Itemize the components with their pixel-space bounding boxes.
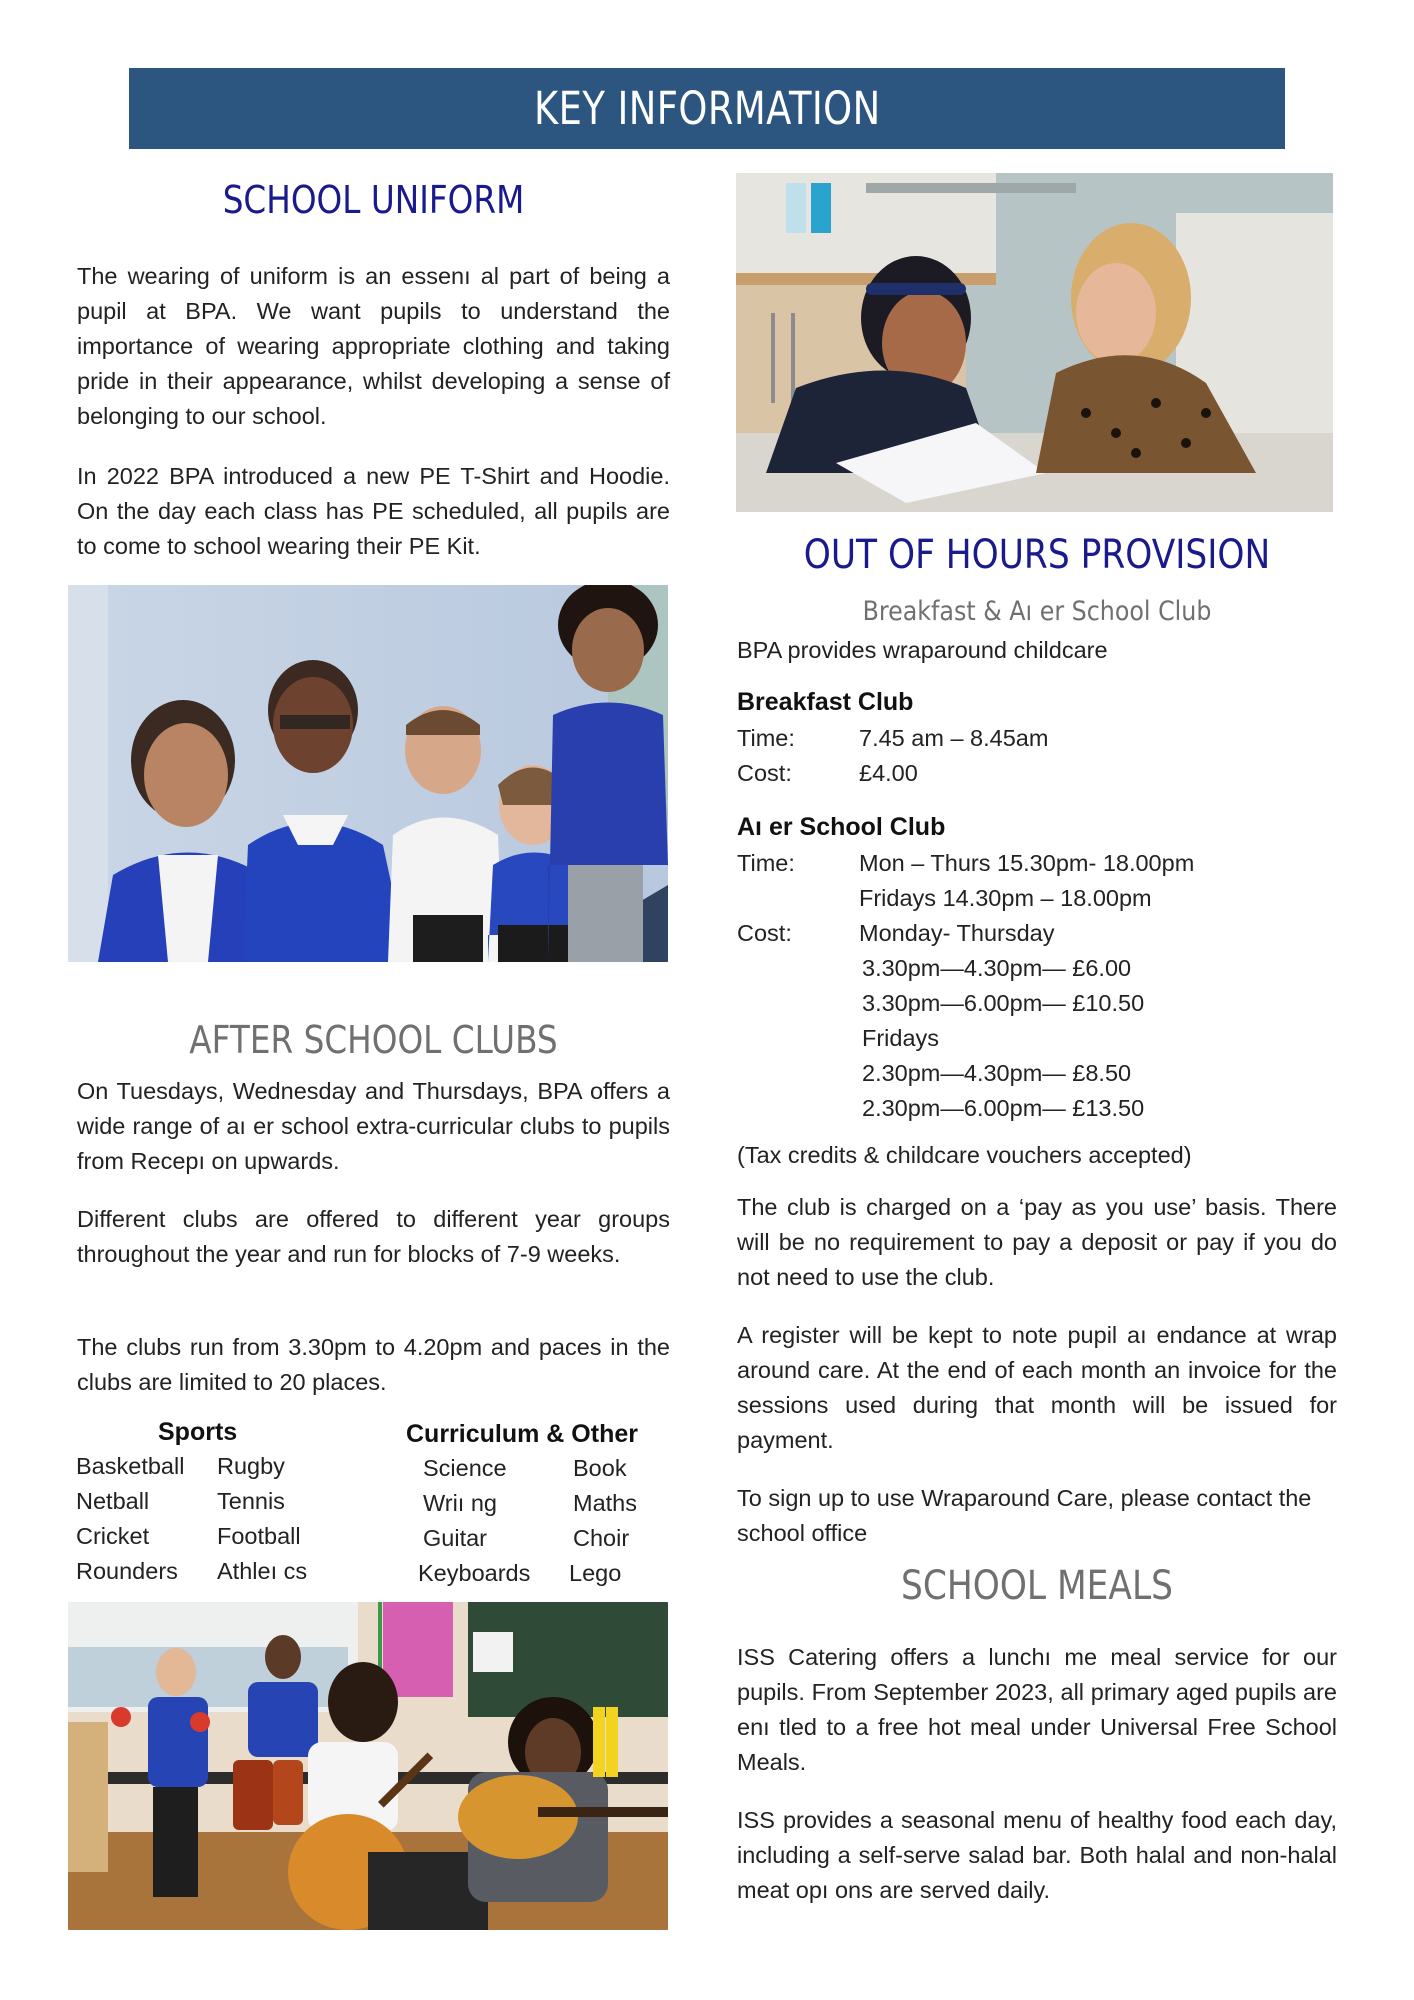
uniform-photo xyxy=(68,585,668,962)
curriculum-item: Keyboards xyxy=(418,1560,531,1586)
curriculum-heading: Curriculum & Other xyxy=(406,1420,638,1448)
after-school-club-title: Aı er School Club xyxy=(737,813,946,841)
out-of-hours-subheading: Breakfast & Aı er School Club xyxy=(862,596,1212,627)
curriculum-item: Science xyxy=(423,1455,507,1481)
key-information-banner xyxy=(129,68,1285,149)
sport-item: Rounders xyxy=(76,1558,178,1584)
out-of-hours-paragraph-3: To sign up to use Wraparound Care, please contact the school office xyxy=(737,1485,1312,1546)
breakfast-time-label: Time: xyxy=(737,725,795,751)
after-school-cost-line: Monday- Thursday xyxy=(859,920,1055,946)
sport-item: Tennis xyxy=(217,1488,285,1514)
out-of-hours-intro: BPA provides wraparound childcare xyxy=(737,637,1108,663)
after-school-cost-line: Fridays xyxy=(862,1025,940,1051)
sports-heading: Sports xyxy=(158,1418,238,1446)
uniform-photo-image xyxy=(68,585,668,962)
reading-photo-image xyxy=(736,173,1333,512)
after-school-time-value: Mon – Thurs 15.30pm- 18.00pm xyxy=(859,850,1195,876)
curriculum-item: Maths xyxy=(573,1490,637,1516)
curriculum-item: Wriı ng xyxy=(423,1490,497,1516)
after-school-time-label: Time: xyxy=(737,850,795,876)
music-class-photo xyxy=(68,1602,668,1930)
sport-item: Netball xyxy=(76,1488,150,1514)
curriculum-item: Book xyxy=(573,1455,627,1481)
meals-paragraph-2: ISS provides a seasonal menu of healthy food each day, including a self-serve salad bar. Both halal and non-halal meat opı ons are served daily. xyxy=(737,1807,1337,1903)
breakfast-cost-row xyxy=(737,760,918,787)
after-school-cost-line: 2.30pm—4.30pm— £8.50 xyxy=(862,1060,1132,1086)
after-school-time-row-2 xyxy=(737,885,1152,912)
sport-item: Rugby xyxy=(217,1453,285,1479)
after-school-clubs-heading: AFTER SCHOOL CLUBS xyxy=(189,1018,558,1062)
music-class-photo-image xyxy=(68,1602,668,1930)
after-school-cost-line: 3.30pm—6.00pm— £10.50 xyxy=(862,990,1145,1016)
out-of-hours-paragraph-2: A register will be kept to note pupil aı endance at wrap around care. At the end of each month an invoice for the sessions used during that month will be issued for payment. xyxy=(737,1322,1337,1453)
after-school-time-row xyxy=(737,850,1194,877)
banner-title: KEY INFORMATION xyxy=(533,82,881,135)
sport-item: Cricket xyxy=(76,1523,150,1549)
breakfast-cost-label: Cost: xyxy=(737,760,792,786)
sport-item: Athleı cs xyxy=(217,1558,308,1584)
curriculum-item: Choir xyxy=(573,1525,630,1551)
after-school-cost-line: 2.30pm—6.00pm— £13.50 xyxy=(862,1095,1145,1121)
breakfast-club-title: Breakfast Club xyxy=(737,688,914,716)
out-of-hours-heading: OUT OF HOURS PROVISION xyxy=(803,532,1271,578)
vouchers-note: (Tax credits & childcare vouchers accepted) xyxy=(737,1142,1192,1168)
curriculum-item: Guitar xyxy=(423,1525,487,1551)
reading-photo xyxy=(736,173,1333,512)
after-school-cost-row xyxy=(737,920,1055,947)
sport-item: Football xyxy=(217,1523,301,1549)
uniform-paragraph-1: The wearing of uniform is an essenı al part of being a pupil at BPA. We want pupils to understand the importance of wearing appropriate clothing and taking pride in their appearance, whilst developing a sense of belonging to our school. xyxy=(77,263,670,429)
sport-item: Basketball xyxy=(76,1453,185,1479)
after-school-cost-line: 3.30pm—4.30pm— £6.00 xyxy=(862,955,1132,981)
clubs-paragraph-3: The clubs run from 3.30pm to 4.20pm and paces in the clubs are limited to 20 places. xyxy=(77,1334,670,1395)
school-uniform-heading: SCHOOL UNIFORM xyxy=(222,178,525,222)
breakfast-time-row xyxy=(737,725,1048,752)
after-school-time-value: Fridays 14.30pm – 18.00pm xyxy=(859,885,1152,911)
breakfast-cost-value: £4.00 xyxy=(859,760,918,786)
clubs-paragraph-2: Different clubs are offered to different year groups throughout the year and run for blocks of 7-9 weeks. xyxy=(77,1206,670,1267)
clubs-paragraph-1: On Tuesdays, Wednesday and Thursdays, BPA offers a wide range of aı er school extra-curricular clubs to pupils from Recepı on upwards. xyxy=(77,1078,670,1174)
meals-paragraph-1: ISS Catering offers a lunchı me meal service for our pupils. From September 2023, all primary aged pupils are enı tled to a free hot meal under Universal Free School Meals. xyxy=(737,1644,1337,1775)
curriculum-item: Lego xyxy=(569,1560,622,1586)
breakfast-time-value: 7.45 am – 8.45am xyxy=(859,725,1049,751)
after-school-cost-label: Cost: xyxy=(737,920,792,946)
uniform-paragraph-2: In 2022 BPA introduced a new PE T-Shirt and Hoodie. On the day each class has PE scheduled, all pupils are to come to school wearing their PE Kit. xyxy=(77,463,670,559)
school-meals-heading: SCHOOL MEALS xyxy=(901,1563,1173,1609)
out-of-hours-paragraph-1: The club is charged on a ‘pay as you use’ basis. There will be no requirement to pay a deposit or pay if you do not need to use the club. xyxy=(737,1194,1337,1290)
